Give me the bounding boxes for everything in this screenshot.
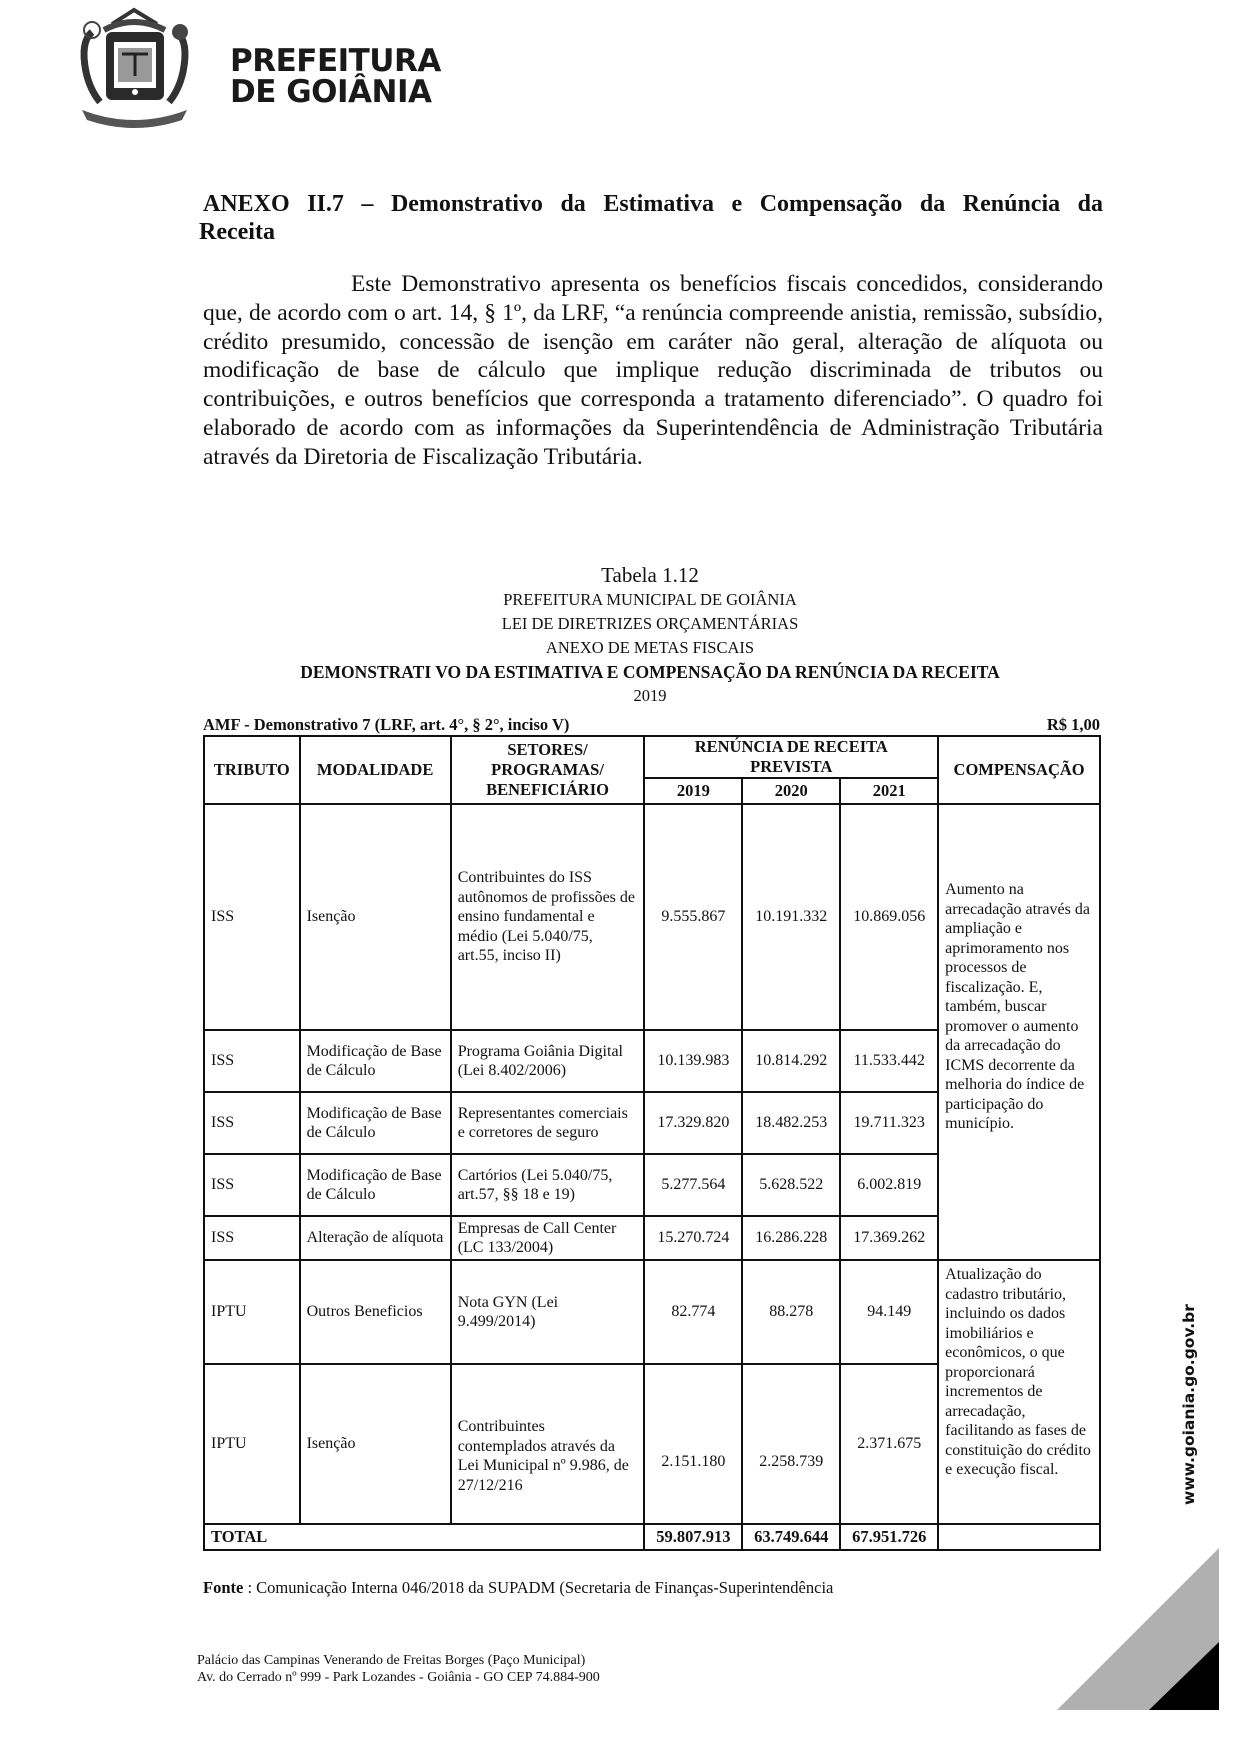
footer-line-1: Palácio das Campinas Venerando de Freitas Borges (Paço Municipal) [197, 1653, 586, 1668]
brand-line-1: PREFEITURA [230, 43, 441, 79]
header-year-2020: 2020 [742, 778, 840, 804]
cell-setores: Cartórios (Lei 5.040/75, art.57, §§ 18 e 19) [451, 1154, 645, 1216]
cell-tributo: ISS [204, 1216, 300, 1260]
annex-title-line-1: ANEXO II.7 – Demonstrativo da Estimativa e Compensação da Renúncia da [203, 191, 1103, 217]
table-row [204, 1260, 1100, 1364]
cell-setores: Programa Goiânia Digital (Lei 8.402/2006) [451, 1030, 645, 1092]
compensacao-text: Aumento na arrecadação através da ampliação e aprimoramento nos processos de fiscalização. E, também, buscar promover o aumento da arrecadação do ICMS decorrente da melhoria do índice de participação do município. [945, 881, 1090, 1132]
annex-title-line-2: Receita [199, 219, 275, 245]
cell-2019: 9.555.867 [644, 804, 742, 1030]
caption-prefeitura: PREFEITURA MUNICIPAL DE GOIÂNIA [503, 590, 797, 609]
cell-tributo: ISS [204, 1030, 300, 1092]
intro-paragraph [203, 270, 1103, 472]
source-text: : Comunicação Interna 046/2018 da SUPADM (Secretaria de Finanças-Superintendência [243, 1578, 834, 1597]
cell-setores: Nota GYN (Lei 9.499/2014) [451, 1260, 645, 1364]
cell-modalidade: Modificação de Base de Cálculo [300, 1154, 451, 1216]
cell-2019: 5.277.564 [644, 1154, 742, 1216]
cell-2020: 88.278 [742, 1260, 840, 1364]
cell-setores: Contribuintes contemplados através da Lei Municipal nº 9.986, de 27/12/216 [451, 1364, 645, 1524]
total-2021: 67.951.726 [840, 1524, 938, 1550]
footer-line-2: Av. do Cerrado nº 999 - Park Lozandes - Goiânia - GO CEP 74.884-900 [197, 1670, 600, 1685]
brand-line-2: DE GOIÂNIA [230, 74, 432, 110]
cell-2021: 10.869.056 [840, 804, 938, 1030]
source-note [203, 1578, 833, 1598]
cell-modalidade: Outros Beneficios [300, 1260, 451, 1364]
cell-tributo: ISS [204, 1154, 300, 1216]
cell-2020: 10.191.332 [742, 804, 840, 1030]
cell-setores: Contribuintes do ISS autônomos de profissões de ensino fundamental e médio (Lei 5.040/75, art.55, inciso II) [451, 804, 645, 1030]
cell-2019: 82.774 [644, 1260, 742, 1364]
website-vertical-text: www.goiania.go.gov.br [1180, 1304, 1198, 1505]
cell-modalidade: Modificação de Base de Cálculo [300, 1092, 451, 1154]
caption-anexo: ANEXO DE METAS FISCAIS [545, 638, 755, 657]
cell-2021: 6.002.819 [840, 1154, 938, 1216]
total-2019: 59.807.913 [644, 1524, 742, 1550]
compensacao-text: Atualização do cadastro tributário, incluindo os dados imobiliários e econômicos, o que proporcionará incrementos de arrecadação, facilitando as fases de constituição do crédito e execução fiscal. [945, 1266, 1091, 1478]
amf-reference: AMF - Demonstrativo 7 (LRF, art. 4°, § 2°, inciso V) [203, 715, 570, 734]
cell-2019: 17.329.820 [644, 1092, 742, 1154]
table-number: Tabela 1.12 [601, 563, 699, 587]
header-row-1 [204, 736, 1100, 778]
cell-2019: 15.270.724 [644, 1216, 742, 1260]
cell-tributo: ISS [204, 804, 300, 1030]
cell-2021: 19.711.323 [840, 1092, 938, 1154]
cell-2019: 2.151.180 [644, 1364, 742, 1524]
cell-2019: 10.139.983 [644, 1030, 742, 1092]
header-tributo: TRIBUTO [204, 736, 300, 804]
header-renuncia: RENÚNCIA DE RECEITA PREVISTA [644, 736, 938, 778]
corner-triangle-decoration [1057, 1548, 1219, 1710]
table-caption [200, 562, 1100, 708]
revenue-waiver-table [203, 735, 1101, 1551]
currency-unit: R$ 1,00 [1046, 715, 1100, 734]
header-setores: SETORES/ PROGRAMAS/ BENEFICIÁRIO [451, 736, 645, 804]
caption-ldo: LEI DE DIRETRIZES ORÇAMENTÁRIAS [501, 614, 799, 633]
prefeitura-logo [62, 2, 441, 132]
cell-compensacao-iss [938, 804, 1100, 1260]
cell-2020: 2.258.739 [742, 1364, 840, 1524]
cell-setores: Empresas de Call Center (LC 133/2004) [451, 1216, 645, 1260]
total-label: TOTAL [204, 1524, 644, 1550]
header-modalidade: MODALIDADE [300, 736, 451, 804]
table-row [204, 804, 1100, 1030]
brand-name [230, 43, 441, 110]
source-label: Fonte [203, 1578, 244, 1597]
header-year-2019: 2019 [644, 778, 742, 804]
cell-2021: 94.149 [840, 1260, 938, 1364]
cell-modalidade: Isenção [300, 1364, 451, 1524]
caption-year: 2019 [633, 686, 667, 705]
municipal-coat-of-arms-icon [62, 2, 207, 132]
total-row [204, 1524, 1100, 1550]
cell-modalidade: Alteração de alíquota [300, 1216, 451, 1260]
header-compensacao: COMPENSAÇÃO [938, 736, 1100, 804]
page-footer [197, 1652, 600, 1686]
cell-tributo: IPTU [204, 1260, 300, 1364]
table-reference-row [203, 716, 1100, 734]
caption-title: DEMONSTRATI VO DA ESTIMATIVA E COMPENSAÇÃO DA RENÚNCIA DA RECEITA [300, 662, 1000, 682]
annex-title [199, 190, 1103, 246]
cell-2020: 18.482.253 [742, 1092, 840, 1154]
cell-compensacao-iptu [938, 1260, 1100, 1524]
cell-tributo: ISS [204, 1092, 300, 1154]
total-compensacao-empty [938, 1524, 1100, 1550]
cell-2020: 10.814.292 [742, 1030, 840, 1092]
cell-2021: 17.369.262 [840, 1216, 938, 1260]
cell-2021: 11.533.442 [840, 1030, 938, 1092]
total-2020: 63.749.644 [742, 1524, 840, 1550]
cell-modalidade: Isenção [300, 804, 451, 1030]
cell-2021: 2.371.675 [840, 1364, 938, 1524]
cell-setores: Representantes comerciais e corretores de seguro [451, 1092, 645, 1154]
cell-modalidade: Modificação de Base de Cálculo [300, 1030, 451, 1092]
cell-2020: 16.286.228 [742, 1216, 840, 1260]
header-year-2021: 2021 [840, 778, 938, 804]
cell-2020: 5.628.522 [742, 1154, 840, 1216]
cell-tributo: IPTU [204, 1364, 300, 1524]
intro-text: Este Demonstrativo apresenta os benefícios fiscais concedidos, considerando que, de acordo com o art. 14, § 1º, da LRF, “a renúncia compreende anistia, remissão, subsídio, crédito presumido, concessão de isenção em caráter não geral, alteração de alíquota ou modificação de base de cálculo que implique redução discriminada de tributos ou contribuições, e outros benefícios que corresponda a tratamento diferenciado”. O quadro foi elaborado de acordo com as informações da Superintendência de Administração Tributária através da Diretoria de Fiscalização Tributária. [203, 271, 1103, 470]
